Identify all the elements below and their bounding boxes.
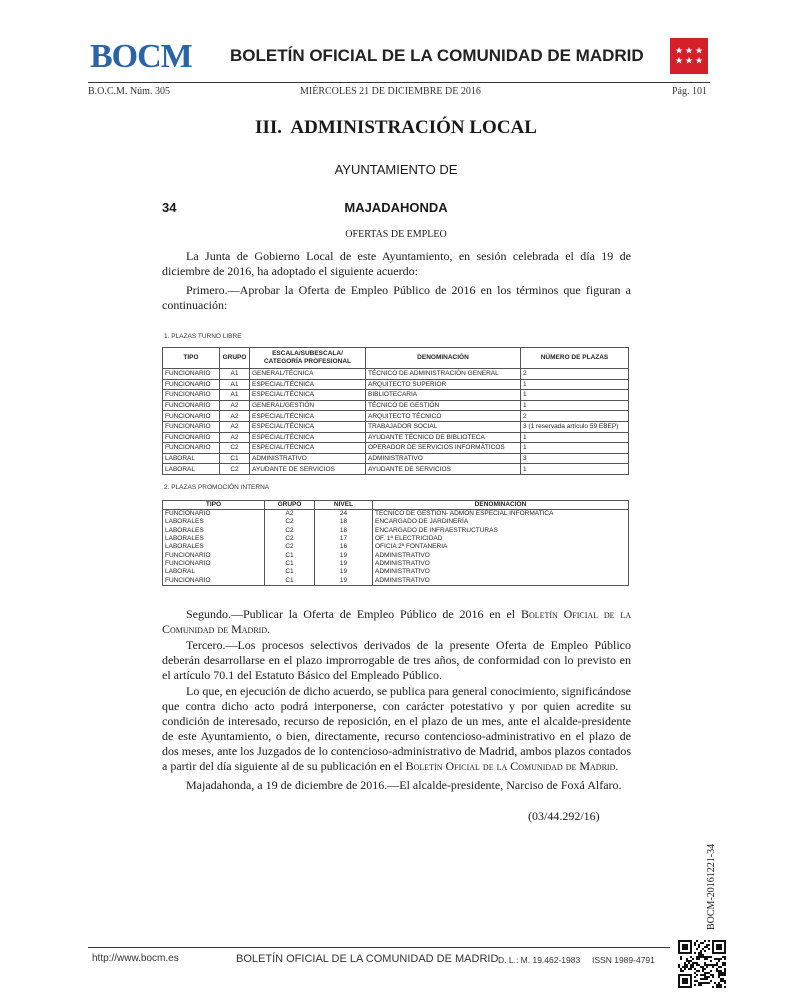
footer-title: BOLETÍN OFICIAL DE LA COMUNIDAD DE MADRID	[236, 953, 499, 965]
page-number: Pág. 101	[672, 86, 707, 97]
table2-cell: TECNICO DE GESTIÓN- ADMON ESPECIAL INFORMATICA	[373, 510, 629, 519]
table-row	[163, 510, 629, 519]
table1-cell: A1	[220, 390, 250, 401]
table-row	[163, 390, 629, 401]
table1-caption: 1. PLAZAS TURNO LIBRE	[164, 333, 242, 340]
table2-cell: C2	[265, 527, 315, 535]
table1-header-cell: TIPO	[163, 348, 220, 369]
entry-place: MAJADAHONDA	[344, 200, 448, 215]
table2-cell: LABORALES	[163, 535, 265, 543]
table2-cell: LABORALES	[163, 527, 265, 535]
table1-cell: A1	[220, 369, 250, 380]
table1-cell: C1	[220, 453, 250, 464]
table1-cell: 1	[521, 379, 629, 390]
table2-cell: C1	[265, 551, 315, 559]
table1-cell: 3	[521, 453, 629, 464]
table2-cell: FUNCIONARIO	[163, 560, 265, 568]
table1-cell: ARQUITECTO SUPERIOR	[366, 379, 521, 390]
table2-header-cell: TIPO	[163, 501, 265, 510]
table1-cell: OPERADOR DE SERVICIOS INFORMÁTICOS	[366, 443, 521, 454]
table2-cell: C2	[265, 543, 315, 551]
table-row	[163, 568, 629, 576]
table1-cell: C2	[220, 464, 250, 475]
table1-cell: A2	[220, 421, 250, 432]
table-row	[163, 432, 629, 443]
table2-cell: ADMINISTRATIVO	[373, 560, 629, 568]
table2-cell: ADMINISTRATIVO	[373, 551, 629, 559]
table-row	[163, 535, 629, 543]
table1-header-cell: NÚMERO DE PLAZAS	[521, 348, 629, 369]
table1-cell: C2	[220, 443, 250, 454]
table-row	[163, 443, 629, 454]
table2-cell: 19	[315, 568, 373, 576]
table2-cell: 16	[315, 543, 373, 551]
table1-cell: ESPECIAL/TÉCNICA	[250, 379, 366, 390]
table-row	[163, 453, 629, 464]
table-row	[163, 560, 629, 568]
table2-cell: 18	[315, 527, 373, 535]
table1-cell: ESPECIAL/TÉCNICA	[250, 390, 366, 401]
madrid-flag-icon	[670, 38, 708, 74]
table2-cell: ENCARGADO DE JARDINERÍA	[373, 518, 629, 526]
footer-legal: D. L.: M. 19.462-1983 ISSN 1989-4791	[498, 955, 655, 965]
table1-cell: 1	[521, 390, 629, 401]
table1-cell: LABORAL	[163, 464, 220, 475]
table2-cell: 19	[315, 551, 373, 559]
table-row	[163, 421, 629, 432]
table-row	[163, 379, 629, 390]
bocm-logo: BOCM	[90, 38, 192, 75]
table2-cell: FUNCIONARIO	[163, 510, 265, 519]
table1-cell: AYUDANTE DE SERVICIOS	[366, 464, 521, 475]
table2-cell: FUNCIONARIO	[163, 551, 265, 559]
reference-code: (03/44.292/16)	[528, 809, 600, 823]
table2-cell: C1	[265, 568, 315, 576]
entry-subject: OFERTAS DE EMPLEO	[345, 229, 447, 240]
table1-cell: ADMINISTRATIVO	[250, 453, 366, 464]
table2-cell: 18	[315, 518, 373, 526]
firma-paragraph: Majadahonda, a 19 de diciembre de 2016.—El alcalde-presidente, Narciso de Foxá Alfaro.	[186, 778, 622, 792]
table2-cell: OF. 1ª ELECTRICIDAD	[373, 535, 629, 543]
table1-cell: 2	[521, 411, 629, 422]
table1-cell: TÉCNICO DE ADMINISTRACIÓN GENERAL	[366, 369, 521, 380]
section-title: III. ADMINISTRACIÓN LOCAL	[255, 117, 537, 138]
table1-cell: 1	[521, 443, 629, 454]
table1-cell: ESPECIAL/TÉCNICA	[250, 432, 366, 443]
table1-cell: 1	[521, 432, 629, 443]
qr-code-icon	[678, 940, 726, 988]
table2-caption: 2. PLAZAS PROMOCIÓN INTERNA	[164, 484, 270, 491]
table1-cell: FUNCIONARIO	[163, 390, 220, 401]
table2-cell: 17	[315, 535, 373, 543]
table1-cell: FUNCIONARIO	[163, 421, 220, 432]
table2-cell: FUNCIONARIO	[163, 576, 265, 585]
table1-cell: GENERAL/TÉCNICA	[250, 369, 366, 380]
issue-date: MIÉRCOLES 21 DE DICIEMBRE DE 2016	[300, 86, 481, 97]
table1-cell: GENERAL/GESTIÓN	[250, 400, 366, 411]
table1-cell: AYUDANTE DE SERVICIOS	[250, 464, 366, 475]
table2-cell: LABORAL	[163, 568, 265, 576]
footer-url-link[interactable]: http://www.bocm.es	[92, 953, 179, 964]
header-title: BOLETÍN OFICIAL DE LA COMUNIDAD DE MADRID	[230, 46, 644, 65]
table1-header-cell: DENOMINACIÓN	[366, 348, 521, 369]
table1-cell: FUNCIONARIO	[163, 400, 220, 411]
table2-cell: C2	[265, 535, 315, 543]
table1-cell: AYUDANTE TÉCNICO DE BIBLIOTECA	[366, 432, 521, 443]
segundo-paragraph: Segundo.—Publicar la Oferta de Empleo Público de 2016 en el Boletín Oficial de la Comunidad de Madrid.	[162, 607, 631, 636]
table1-cell: A2	[220, 400, 250, 411]
table1-cell: LABORAL	[163, 453, 220, 464]
table1-cell: ESPECIAL/TÉCNICA	[250, 411, 366, 422]
side-document-code: BOCM-20161221-34	[706, 843, 717, 930]
table2-cell: C2	[265, 518, 315, 526]
table-row	[163, 400, 629, 411]
table2-cell: OFICIA 2ª FONTANERIA	[373, 543, 629, 551]
header-divider	[88, 82, 710, 83]
table1-cell: 1	[521, 464, 629, 475]
table1-cell: A2	[220, 432, 250, 443]
table2-header-cell: GRUPO	[265, 501, 315, 510]
footer-divider	[88, 947, 670, 948]
table-row	[163, 551, 629, 559]
table2-cell: ADMINISTRATIVO	[373, 576, 629, 585]
table1-cell: A2	[220, 411, 250, 422]
tercero-paragraph: Tercero.—Los procesos selectivos derivados de la presente Oferta de Empleo Público deberán desarrollarse en el plazo improrrogable de tres años, de conformidad con lo previsto en el artículo 70.1 del Estatuto Básico del Empleado Público.	[162, 638, 631, 682]
table1-cell: ESPECIAL/TÉCNICA	[250, 421, 366, 432]
entry-number: 34	[162, 200, 177, 215]
table-plazas-turno-libre	[162, 347, 629, 475]
recurso-paragraph: Lo que, en ejecución de dicho acuerdo, se publica para general conocimiento, significándose que contra dicho acto podrá interponerse, con carácter potestativo y por quien acredite su condición de interesado, recurso de reposición, en el plazo de un mes, ante el alcalde-presidente de este Ayuntamiento, o bien, directamente, recurso contencioso-administrativo en el plazo de dos meses, ante los Juzgados de lo contencioso-administrativo de Madrid, ambos plazos contados a partir del día siguiente al de su publicación en el Boletín Oficial de la Comunidad de Madrid.	[162, 684, 631, 773]
table2-cell: ENCARGADO DE INFRAESTRUCTURAS	[373, 527, 629, 535]
table2-header-cell: NIVEL	[315, 501, 373, 510]
table1-cell: FUNCIONARIO	[163, 369, 220, 380]
table1-cell: FUNCIONARIO	[163, 411, 220, 422]
table1-cell: FUNCIONARIO	[163, 379, 220, 390]
organization-title: AYUNTAMIENTO DE	[334, 162, 458, 177]
table-plazas-promocion-interna	[162, 500, 629, 586]
table1-cell: FUNCIONARIO	[163, 432, 220, 443]
table2-cell: 19	[315, 576, 373, 585]
table1-cell: BIBLIOTECARIA	[366, 390, 521, 401]
table-row	[163, 527, 629, 535]
issue-number: B.O.C.M. Núm. 305	[88, 86, 170, 97]
table2-cell: A2	[265, 510, 315, 519]
table-row	[163, 543, 629, 551]
table-row	[163, 464, 629, 475]
table2-cell: ADMINISTRATIVO	[373, 568, 629, 576]
table1-cell: ESPECIAL/TÉCNICA	[250, 443, 366, 454]
table-row	[163, 411, 629, 422]
table2-cell: LABORALES	[163, 518, 265, 526]
table1-cell: ADMINISTRATIVO	[366, 453, 521, 464]
table1-cell: 1	[521, 400, 629, 411]
table2-cell: 24	[315, 510, 373, 519]
table2-cell: C1	[265, 576, 315, 585]
table1-cell: 3 (1 reservada artículo 59 EBEP)	[521, 421, 629, 432]
table2-cell: LABORALES	[163, 543, 265, 551]
table1-cell: ARQUITECTO TÉCNICO	[366, 411, 521, 422]
table-row	[163, 518, 629, 526]
table1-header-cell: GRUPO	[220, 348, 250, 369]
primero-paragraph: Primero.—Aprobar la Oferta de Empleo Público de 2016 en los términos que figuran a continuación:	[162, 283, 631, 312]
table-row	[163, 576, 629, 585]
table2-cell: 19	[315, 560, 373, 568]
table1-cell: A1	[220, 379, 250, 390]
table1-cell: TRABAJADOR SOCIAL	[366, 421, 521, 432]
table-row	[163, 369, 629, 380]
table1-cell: TÉCNICO DE GESTIÓN	[366, 400, 521, 411]
table2-cell: C1	[265, 560, 315, 568]
table1-cell: 2	[521, 369, 629, 380]
table2-header-cell: DENOMINACION	[373, 501, 629, 510]
intro-paragraph: La Junta de Gobierno Local de este Ayuntamiento, en sesión celebrada el día 19 de diciembre de 2016, ha adoptado el siguiente acuerdo:	[162, 249, 631, 278]
table1-header-cell: ESCALA/SUBESCALA/ CATEGORÍA PROFESIONAL	[250, 348, 366, 369]
table1-cell: FUNCIONARIO	[163, 443, 220, 454]
